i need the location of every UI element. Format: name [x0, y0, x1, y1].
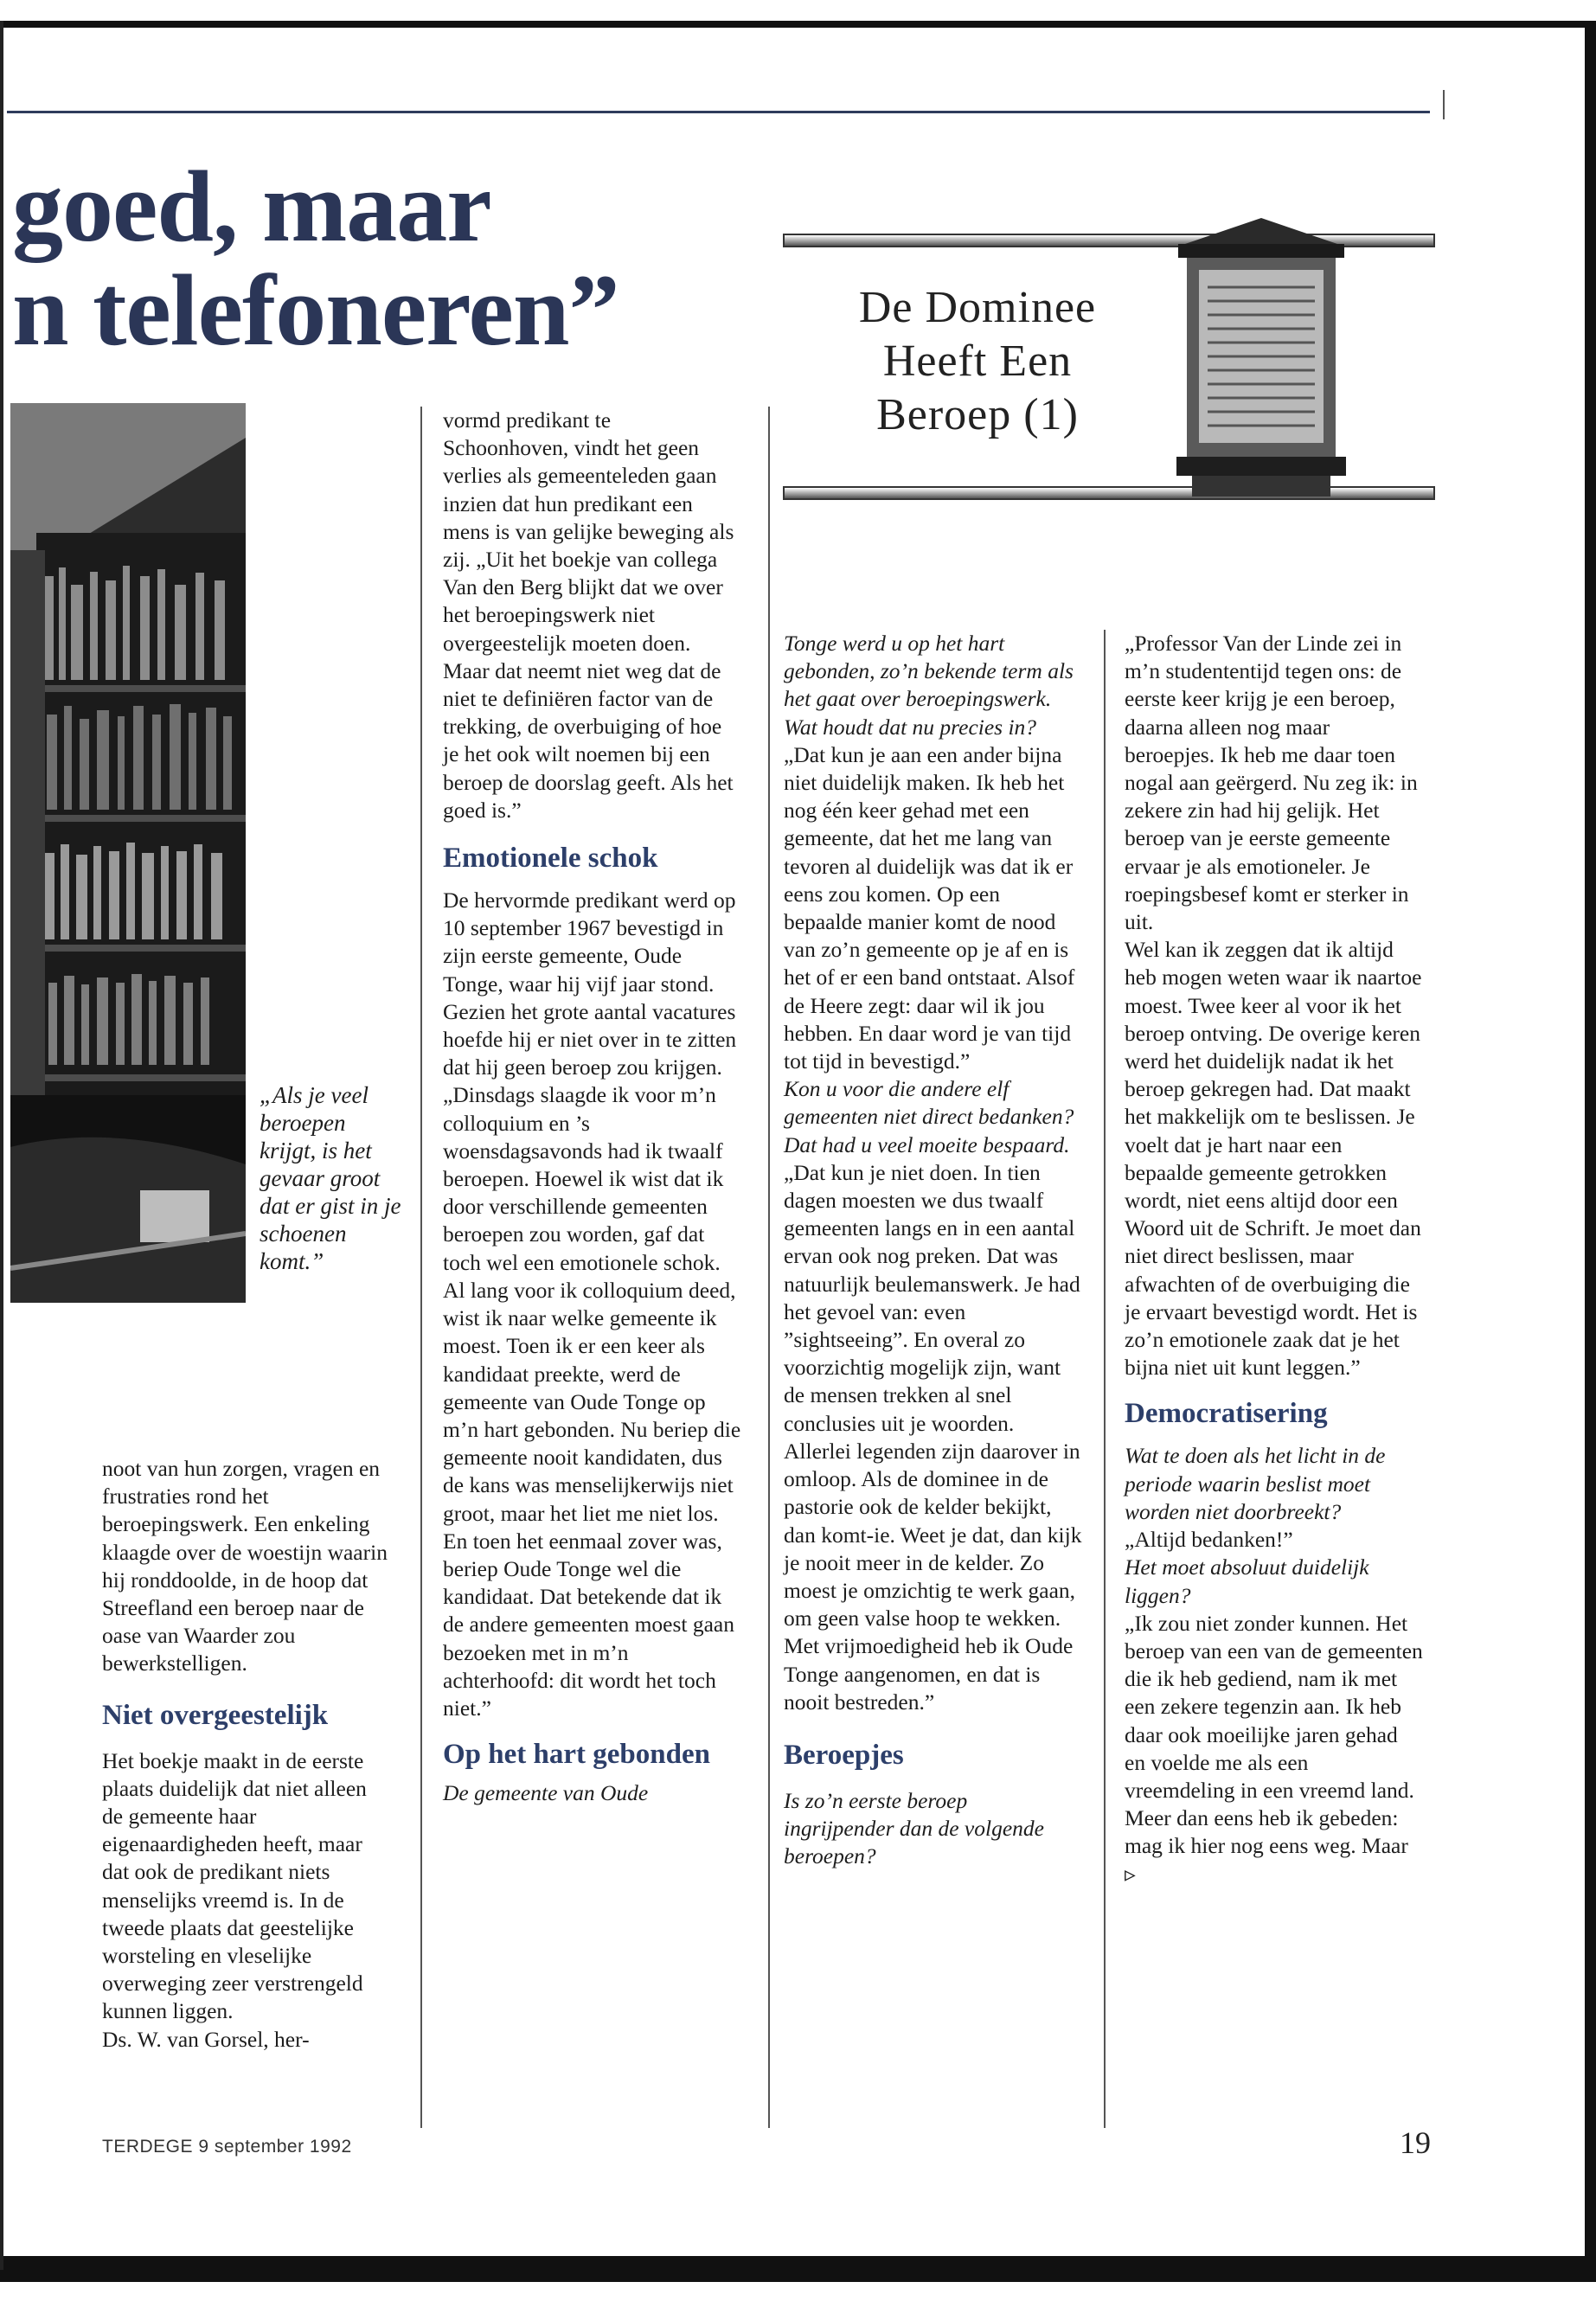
- header-rule: [7, 111, 1430, 113]
- col3-question-3: Is zo’n eerste beroep ingrijpender dan de volgende beroepen?: [784, 1787, 1044, 1869]
- headline-line-2: n telefoneren”: [12, 253, 619, 367]
- page-number: 19: [1400, 2125, 1431, 2160]
- col3-question-1: Tonge werd u op het hart gebonden, zo’n bekende term als het gaat over beroepingswerk. Wat houdt dat nu precies in?: [784, 631, 1074, 740]
- column-rule-2: [768, 407, 770, 2128]
- box-title: [783, 281, 1172, 442]
- page-border-left: [0, 21, 3, 2270]
- col1-intro: noot van hun zorgen, vragen en frustraties rond het beroepingswerk. Een enkeling klaagde over de woestijn waarin hij ronddoolde, in de hoop dat Streefland een beroep naar de oase van Waarder zou bewerkstelligen.: [102, 1456, 388, 1676]
- col4-answer-4: „Ik zou niet zonder kunnen. Het beroep van een van de gemeenten die ik heb gediend, nam ik met een zekere tegenzin aan. Ik heb daar ook moeilijke jaren gehad en voelde me als een vreemdeling in een vreemd land. Meer dan eens heb ik gebeden: mag ik hier nog eens weg. Maar ▹: [1125, 1610, 1423, 1887]
- bookshelf-photo: [10, 403, 246, 1303]
- col1-heading: Niet overgeestelijk: [102, 1699, 329, 1731]
- col3-question-2: Kon u voor die andere elf gemeenten niet direct bedanken? Dat had u veel moeite bespaard.: [784, 1076, 1074, 1157]
- box-title-line-3: Beroep (1): [876, 390, 1079, 439]
- column-rule-3: [1104, 630, 1106, 2128]
- col4-question-2: Het moet absoluut duidelijk liggen?: [1125, 1554, 1369, 1608]
- col3-answer-2: „Dat kun je niet doen. In tien dagen moesten we dus twaalf gemeenten langs en in een aantal ervan ook nog preken. Dat was natuurlijk beulemanswerk. Je had het gevoel van: even ”sightseeing”. En overal zo voorzichtig mogelijk zijn, want de mensen trekken al snel conclusies uit je woorden. Allerlei legenden zijn daarover in omloop. Als de dominee in de pastorie ook de kelder bekijkt, dan komt-ie. Weet je dat, dan kijk je nooit meer in de kelder. Zo moest je omzichtig te werk gaan, om geen valse hoop te wekken. Met vrijmoedigheid heb ik Oude Tonge aangenomen, en dat is nooit bestreden.”: [784, 1159, 1082, 1715]
- col1-body-end: Ds. W. van Gorsel, her-: [102, 2026, 310, 2052]
- col2-p2: De hervormde predikant werd op 10 september 1967 bevestigd in zijn eerste gemeente, Oude Tonge, waar hij vijf jaar stond. Gezien het grote aantal vacatures hoefde hij er niet over in te zitten dat hij geen beroep zou krijgen. „Dinsdags slaagde ik voor m’n colloquium en ’s woensdagsavonds had ik twaalf beroepen. Hoewel ik wist dat ik door verschillende gemeenten beroepen zou worden, gaf dat toch wel een emotionele schok.: [443, 888, 737, 1275]
- col4-answer-2: Wel kan ik zeggen dat ik altijd heb mogen weten waar ik naartoe moest. Twee keer al voor ik het beroep ontving. De overige keren werd het duidelijk nadat ik het beroep gekregen had. Dat maakt het makkelijk om te beslissen. Je voelt dat je hart naar een bepaalde gemeente getrokken wordt, niet eens altijd door een Woord uit de Schrift. Je moet dan niet direct beslissen, maar afwachten of de overbuiging die je ervaart bevestigd wordt. Het is zo’n emotionele zaak dat je het bijna niet uit kunt leggen.”: [1125, 937, 1422, 1381]
- page-border-bottom: [0, 2256, 1596, 2282]
- pull-quote: „Als je veel beroepen krijgt, is het gevaar groot dat er gist in je schoenen komt.”: [260, 1082, 401, 1274]
- box-title-line-1: De Dominee: [858, 283, 1097, 332]
- col3-heading: Beroepjes: [784, 1739, 904, 1771]
- col4-answer-3: „Altijd bedanken!”: [1125, 1527, 1293, 1553]
- column-2: [443, 407, 741, 1807]
- publication-footer: TERDEGE 9 september 1992: [102, 2137, 352, 2157]
- memorial-plaque-image: [1170, 218, 1353, 503]
- headline-line-1: goed, maar: [12, 150, 491, 263]
- column-rule-1: [420, 407, 422, 2128]
- column-4: [1125, 630, 1423, 1888]
- column-3: [784, 630, 1082, 1871]
- col1-body: Het boekje maakt in de eerste plaats duidelijk dat niet alleen de gemeente haar eigenaardigheden heeft, maar dat ook de predikant niets menselijks vreemd is. In de tweede plaats dat geestelijke worsteling en vleselijke overweging zeer verstrengeld kunnen liggen.: [102, 1747, 367, 2024]
- col4-question-1: Wat te doen als het licht in de periode waarin beslist moet worden niet doorbreekt?: [1125, 1443, 1386, 1524]
- column-1: [102, 1455, 388, 2054]
- col4-answer-1: „Professor Van der Linde zei in m’n studententijd tegen ons: de eerste keer krijg je een beroep, daarna alleen nog maar beroepjes. Ik heb me daar toen nogal aan geërgerd. Nu zeg ik: in zekere zin had hij gelijk. Het beroep van je eerste gemeente ervaar je als emotioneler. Je roepingsbesef komt er sterker in uit.: [1125, 631, 1418, 935]
- page-border-top: [0, 21, 1596, 28]
- col2-p3: Al lang voor ik colloquium deed, wist ik naar welke gemeente ik moest. Toen ik er een keer als kandidaat preekte, werd de gemeente van Oude Tonge op m’n hart gebonden. Nu beriep die gemeente nooit kandidaten, dus de kans was menselijkerwijs niet groot, maar het liet me niet los. En toen het eenmaal zover was, beriep Oude Tonge wel die kandidaat. Dat betekende dat ik de andere gemeenten moest gaan bezoeken met in m’n achterhoofd: dit wordt het toch niet.”: [443, 1277, 741, 1721]
- col2-heading-2: Op het hart gebonden: [443, 1739, 710, 1771]
- box-title-line-2: Heeft Een: [882, 336, 1073, 386]
- col4-heading: Democratisering: [1125, 1398, 1328, 1430]
- col2-heading-1: Emotionele schok: [443, 843, 658, 875]
- col2-question-1: De gemeente van Oude: [443, 1780, 649, 1806]
- col3-answer-1: „Dat kun je aan een ander bijna niet duidelijk maken. Ik heb het nog één keer gehad met een gemeente, dat het me lang van tevoren al duidelijk was dat ik er eens zou komen. Op een bepaalde manier komt de nood van zo’n gemeente op je af en is het of er een band ontstaat. Alsof de Heere zegt: daar wil ik jou hebben. En daar word je van tijd tot tijd in bevestigd.”: [784, 741, 1075, 1074]
- page-border-right: [1585, 21, 1596, 2279]
- col2-p1: vormd predikant te Schoonhoven, vindt het geen verlies als gemeenteleden gaan inzien dat hun predikant een mens is van gelijke beweging als zij. „Uit het boekje van collega Van den Berg blijkt dat we over het beroepingswerk niet overgeestelijk moeten doen. Maar dat neemt niet weg dat de niet te definiëren factor van de trekking, de overbuiging of hoe je het ook wilt noemen bij een beroep de doorslag geeft. Als het goed is.”: [443, 407, 734, 823]
- margin-tick: [1443, 90, 1445, 119]
